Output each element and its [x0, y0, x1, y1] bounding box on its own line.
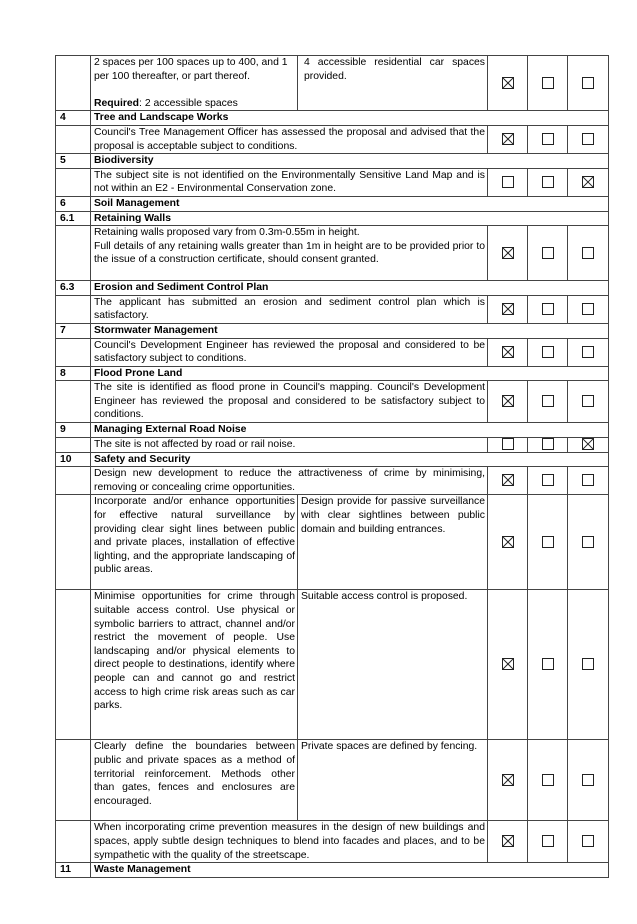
proposal-cell: Private spaces are defined by fencing.: [298, 740, 488, 821]
checkbox-cell-no[interactable]: [528, 467, 568, 495]
section-title: Soil Management: [91, 196, 609, 211]
checkbox-cell-yes[interactable]: [488, 338, 528, 366]
number-cell: [56, 821, 91, 863]
table-row: [56, 226, 609, 281]
number-cell: [56, 295, 91, 323]
checkbox-cell-no[interactable]: [528, 821, 568, 863]
checkbox-cell-yes[interactable]: [488, 821, 528, 863]
section-heading-row: [56, 423, 609, 438]
section-heading-row: [56, 281, 609, 296]
section-number: 6.1: [56, 211, 91, 226]
unchecked-box-icon[interactable]: [542, 395, 554, 407]
number-cell: [56, 168, 91, 196]
checkbox-cell-yes[interactable]: [488, 495, 528, 590]
number-cell: [56, 56, 91, 111]
checkbox-cell-no[interactable]: [528, 740, 568, 821]
checkbox-cell-no[interactable]: [528, 295, 568, 323]
checkbox-cell-yes[interactable]: [488, 437, 528, 452]
section-heading-row: [56, 154, 609, 169]
required-value: : 2 accessible spaces: [139, 97, 238, 109]
checked-box-icon[interactable]: [502, 536, 514, 548]
assessment-text: Council's Development Engineer has reviewed the proposal and considered to be satisfactory subject to conditions.: [91, 338, 488, 366]
checkbox-cell-yes[interactable]: [488, 467, 528, 495]
checkbox-cell-yes[interactable]: [488, 740, 528, 821]
checkbox-cell-na[interactable]: [568, 125, 609, 153]
section-heading-row: [56, 111, 609, 126]
checked-box-icon[interactable]: [502, 658, 514, 670]
unchecked-box-icon[interactable]: [542, 176, 554, 188]
compliance-table-page: [55, 55, 608, 878]
checkbox-cell-no[interactable]: [528, 590, 568, 740]
compliance-table: [55, 55, 609, 878]
requirement-cell: [91, 56, 298, 111]
proposal-cell: 4 accessible residential car spaces provided.: [298, 56, 488, 111]
number-cell: [56, 590, 91, 740]
checkbox-cell-yes[interactable]: [488, 590, 528, 740]
section-number: 4: [56, 111, 91, 126]
unchecked-box-icon[interactable]: [542, 133, 554, 145]
assessment-text: The site is not affected by road or rail noise.: [91, 437, 488, 452]
section-heading-row: [56, 196, 609, 211]
checkbox-cell-yes[interactable]: [488, 168, 528, 196]
section-number: 6: [56, 196, 91, 211]
unchecked-box-icon[interactable]: [582, 474, 594, 486]
assessment-line: Retaining walls proposed vary from 0.3m-0.55m in height.: [94, 227, 360, 239]
table-row: [56, 590, 609, 740]
checkbox-cell-na[interactable]: [568, 226, 609, 281]
number-cell: [56, 467, 91, 495]
unchecked-box-icon[interactable]: [542, 303, 554, 315]
unchecked-box-icon[interactable]: [502, 438, 514, 450]
unchecked-box-icon[interactable]: [502, 176, 514, 188]
table-row: [56, 56, 609, 111]
unchecked-box-icon[interactable]: [542, 835, 554, 847]
section-title: Waste Management: [91, 863, 609, 878]
requirement-text: 2 spaces per 100 spaces up to 400, and 1 per 100 thereafter, or part thereof.: [94, 57, 288, 82]
number-cell: [56, 338, 91, 366]
table-row: [56, 295, 609, 323]
checked-box-icon[interactable]: [502, 474, 514, 486]
section-number: 6.3: [56, 281, 91, 296]
checkbox-cell-yes[interactable]: [488, 125, 528, 153]
checkbox-cell-na[interactable]: [568, 590, 609, 740]
unchecked-box-icon[interactable]: [582, 346, 594, 358]
table-row: [56, 740, 609, 821]
section-title: Flood Prone Land: [91, 366, 609, 381]
unchecked-box-icon[interactable]: [542, 536, 554, 548]
requirement-cell: Clearly define the boundaries between public and private spaces as a method of territorial reinforcement. Methods other than gates, fences and enclosures are encouraged.: [91, 740, 298, 821]
number-cell: [56, 226, 91, 281]
checkbox-cell-na[interactable]: [568, 495, 609, 590]
section-title: Safety and Security: [91, 452, 609, 467]
table-row: [56, 467, 609, 495]
unchecked-box-icon[interactable]: [582, 133, 594, 145]
assessment-text: When incorporating crime prevention measures in the design of new buildings and spaces, apply subtle design techniques to blend into facades and places, and to be sympathetic with the quality of the streetscape.: [91, 821, 488, 863]
checkbox-cell-na[interactable]: [568, 381, 609, 423]
number-cell: [56, 495, 91, 590]
unchecked-box-icon[interactable]: [582, 77, 594, 89]
checked-box-icon[interactable]: [502, 77, 514, 89]
section-number: 9: [56, 423, 91, 438]
section-number: 8: [56, 366, 91, 381]
required-line: [94, 97, 295, 111]
unchecked-box-icon[interactable]: [582, 303, 594, 315]
section-title: Retaining Walls: [91, 211, 609, 226]
section-heading-row: [56, 366, 609, 381]
requirement-cell: Minimise opportunities for crime through suitable access control. Use physical or symbolic barriers to attract, channel and/or restrict the movement of people. Use landscaping and/or physical elements to direct people to destinations, identify where people can and cannot go and restrict access to high crime risk areas such as car parks.: [91, 590, 298, 740]
number-cell: [56, 437, 91, 452]
checkbox-cell-no[interactable]: [528, 125, 568, 153]
table-row: [56, 821, 609, 863]
checkbox-cell-yes[interactable]: [488, 381, 528, 423]
number-cell: [56, 125, 91, 153]
checkbox-cell-na[interactable]: [568, 821, 609, 863]
unchecked-box-icon[interactable]: [542, 774, 554, 786]
checkbox-cell-na[interactable]: [568, 740, 609, 821]
checkbox-cell-na[interactable]: [568, 437, 609, 452]
section-title: Stormwater Management: [91, 323, 609, 338]
section-number: 11: [56, 863, 91, 878]
proposal-cell: Suitable access control is proposed.: [298, 590, 488, 740]
unchecked-box-icon[interactable]: [582, 247, 594, 259]
checked-box-icon[interactable]: [582, 438, 594, 450]
assessment-text: The applicant has submitted an erosion and sediment control plan which is satisfactory.: [91, 295, 488, 323]
checked-box-icon[interactable]: [502, 346, 514, 358]
checkbox-cell-na[interactable]: [568, 338, 609, 366]
checkbox-cell-no[interactable]: [528, 495, 568, 590]
unchecked-box-icon[interactable]: [542, 77, 554, 89]
checkbox-cell-no[interactable]: [528, 56, 568, 111]
unchecked-box-icon[interactable]: [582, 835, 594, 847]
unchecked-box-icon[interactable]: [582, 395, 594, 407]
table-row: [56, 168, 609, 196]
checkbox-cell-no[interactable]: [528, 338, 568, 366]
checked-box-icon[interactable]: [502, 395, 514, 407]
section-title: Tree and Landscape Works: [91, 111, 609, 126]
section-title: Biodiversity: [91, 154, 609, 169]
unchecked-box-icon[interactable]: [582, 774, 594, 786]
table-row: [56, 125, 609, 153]
section-number: 7: [56, 323, 91, 338]
required-label: Required: [94, 97, 140, 109]
checked-box-icon[interactable]: [502, 835, 514, 847]
checkbox-cell-na[interactable]: [568, 295, 609, 323]
unchecked-box-icon[interactable]: [542, 247, 554, 259]
unchecked-box-icon[interactable]: [542, 438, 554, 450]
unchecked-box-icon[interactable]: [582, 536, 594, 548]
checkbox-cell-no[interactable]: [528, 226, 568, 281]
section-heading-row: [56, 211, 609, 226]
unchecked-box-icon[interactable]: [542, 474, 554, 486]
checked-box-icon[interactable]: [502, 133, 514, 145]
checkbox-cell-na[interactable]: [568, 56, 609, 111]
section-title: Erosion and Sediment Control Plan: [91, 281, 609, 296]
section-title: Managing External Road Noise: [91, 423, 609, 438]
section-heading-row: [56, 323, 609, 338]
checkbox-cell-yes[interactable]: [488, 56, 528, 111]
proposal-cell: Design provide for passive surveillance with clear sightlines between public domain and building entrances.: [298, 495, 488, 590]
checked-box-icon[interactable]: [502, 774, 514, 786]
checkbox-cell-no[interactable]: [528, 168, 568, 196]
section-heading-row: [56, 452, 609, 467]
unchecked-box-icon[interactable]: [542, 658, 554, 670]
number-cell: [56, 740, 91, 821]
assessment-text: The subject site is not identified on the Environmentally Sensitive Land Map and is not within an E2 - Environmental Conservation zone.: [91, 168, 488, 196]
checkbox-cell-yes[interactable]: [488, 295, 528, 323]
assessment-text: The site is identified as flood prone in Council's mapping. Council's Development Engineer has reviewed the proposal and considered to be satisfactory subject to conditions.: [91, 381, 488, 423]
checkbox-cell-no[interactable]: [528, 437, 568, 452]
checked-box-icon[interactable]: [502, 303, 514, 315]
requirement-cell: Incorporate and/or enhance opportunities for effective natural surveillance by providing clear sight lines between public and private places, installation of effective lighting, and the appropriate landscaping of public areas.: [91, 495, 298, 590]
section-number: 10: [56, 452, 91, 467]
table-row: [56, 381, 609, 423]
checkbox-cell-na[interactable]: [568, 467, 609, 495]
section-heading-row: [56, 863, 609, 878]
assessment-text: Council's Tree Management Officer has assessed the proposal and advised that the proposal is acceptable subject to conditions.: [91, 125, 488, 153]
checked-box-icon[interactable]: [582, 176, 594, 188]
assessment-text: Design new development to reduce the attractiveness of crime by minimising, removing or concealing crime opportunities.: [91, 467, 488, 495]
unchecked-box-icon[interactable]: [542, 346, 554, 358]
number-cell: [56, 381, 91, 423]
table-row: [56, 437, 609, 452]
table-row: [56, 495, 609, 590]
section-number: 5: [56, 154, 91, 169]
checkbox-cell-no[interactable]: [528, 381, 568, 423]
checked-box-icon[interactable]: [502, 247, 514, 259]
assessment-line: Full details of any retaining walls greater than 1m in height are to be provided prior to the issue of a construction certificate, should consent granted.: [94, 240, 485, 266]
checkbox-cell-na[interactable]: [568, 168, 609, 196]
assessment-text: [91, 226, 488, 281]
checkbox-cell-yes[interactable]: [488, 226, 528, 281]
unchecked-box-icon[interactable]: [582, 658, 594, 670]
table-row: [56, 338, 609, 366]
